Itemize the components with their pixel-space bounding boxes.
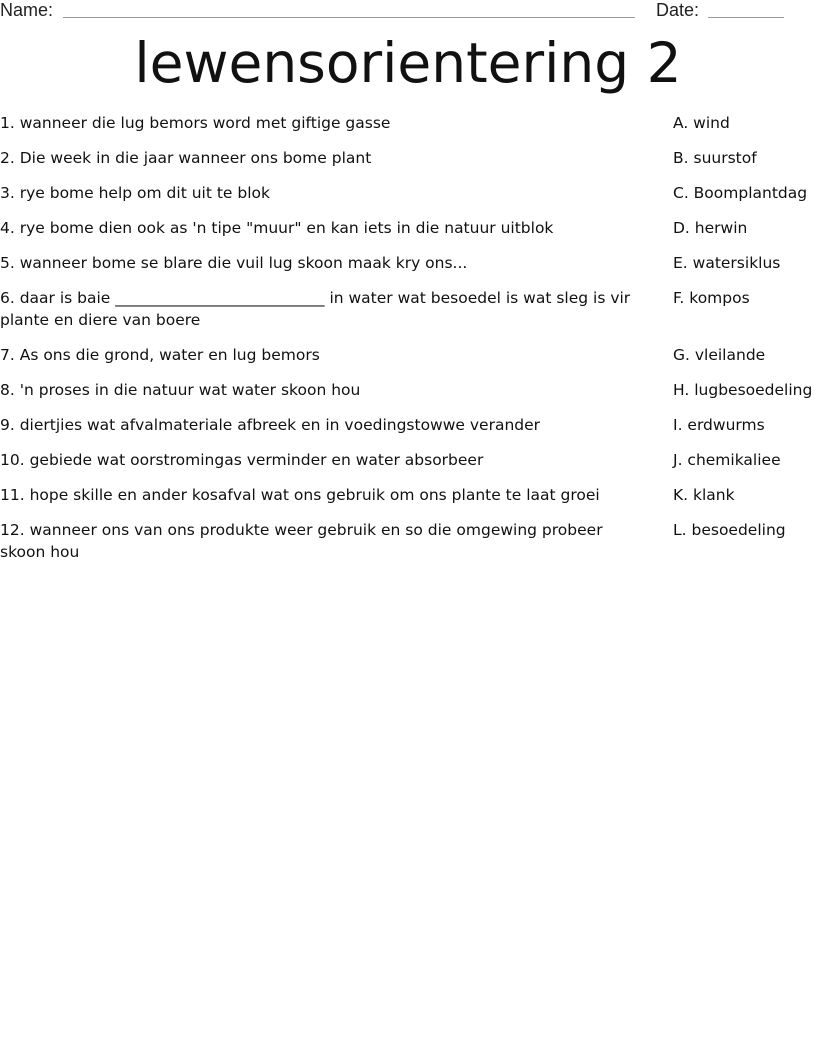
clue-item: 11. hope skille en ander kosafval wat ons gebruik om ons plante te laat groei xyxy=(0,486,600,504)
answer-option: A. wind xyxy=(673,114,730,132)
answer-option: G. vleilande xyxy=(673,346,766,364)
clue-item: 3. rye bome help om dit uit te blok xyxy=(0,184,270,202)
worksheet-title: lewensorientering 2 xyxy=(134,31,682,95)
clue-item: 2. Die week in die jaar wanneer ons bome plant xyxy=(0,149,372,167)
clue-item: 4. rye bome dien ook as 'n tipe "muur" en kan iets in die natuur uitblok xyxy=(0,219,554,237)
clue-item: 10. gebiede wat oorstromingas verminder en water absorbeer xyxy=(0,451,484,469)
clue-item: 8. 'n proses in die natuur wat water skoon hou xyxy=(0,381,361,399)
clue-item: 5. wanneer bome se blare die vuil lug skoon maak kry ons... xyxy=(0,254,468,272)
clue-item: 1. wanneer die lug bemors word met giftige gasse xyxy=(0,114,391,132)
answer-option: C. Boomplantdag xyxy=(673,184,808,202)
answer-option: D. herwin xyxy=(673,219,748,237)
clue-item: 12. wanneer ons van ons produkte weer gebruik en so die omgewing probeer skoon hou xyxy=(0,521,603,561)
answer-option: I. erdwurms xyxy=(673,416,765,434)
clue-item: 7. As ons die grond, water en lug bemors xyxy=(0,346,320,364)
answer-option: B. suurstof xyxy=(673,149,757,167)
answer-option: E. watersiklus xyxy=(673,254,781,272)
answer-option: H. lugbesoedeling xyxy=(673,381,813,399)
name-field-line[interactable] xyxy=(63,17,635,18)
answer-option: F. kompos xyxy=(673,289,750,307)
answer-option: J. chemikaliee xyxy=(673,451,781,469)
clue-item: 6. daar is baie ___________________________ in water wat besoedel is wat sleg is vir plante en diere van boere xyxy=(0,289,631,329)
date-label: Date: xyxy=(656,0,700,20)
worksheet-header xyxy=(0,0,816,24)
name-label: Name: xyxy=(0,0,54,20)
answer-option: K. klank xyxy=(673,486,735,504)
clue-item: 9. diertjies wat afvalmateriale afbreek en in voedingstowwe verander xyxy=(0,416,541,434)
answer-option: L. besoedeling xyxy=(673,521,786,539)
date-field-line[interactable] xyxy=(708,17,784,18)
